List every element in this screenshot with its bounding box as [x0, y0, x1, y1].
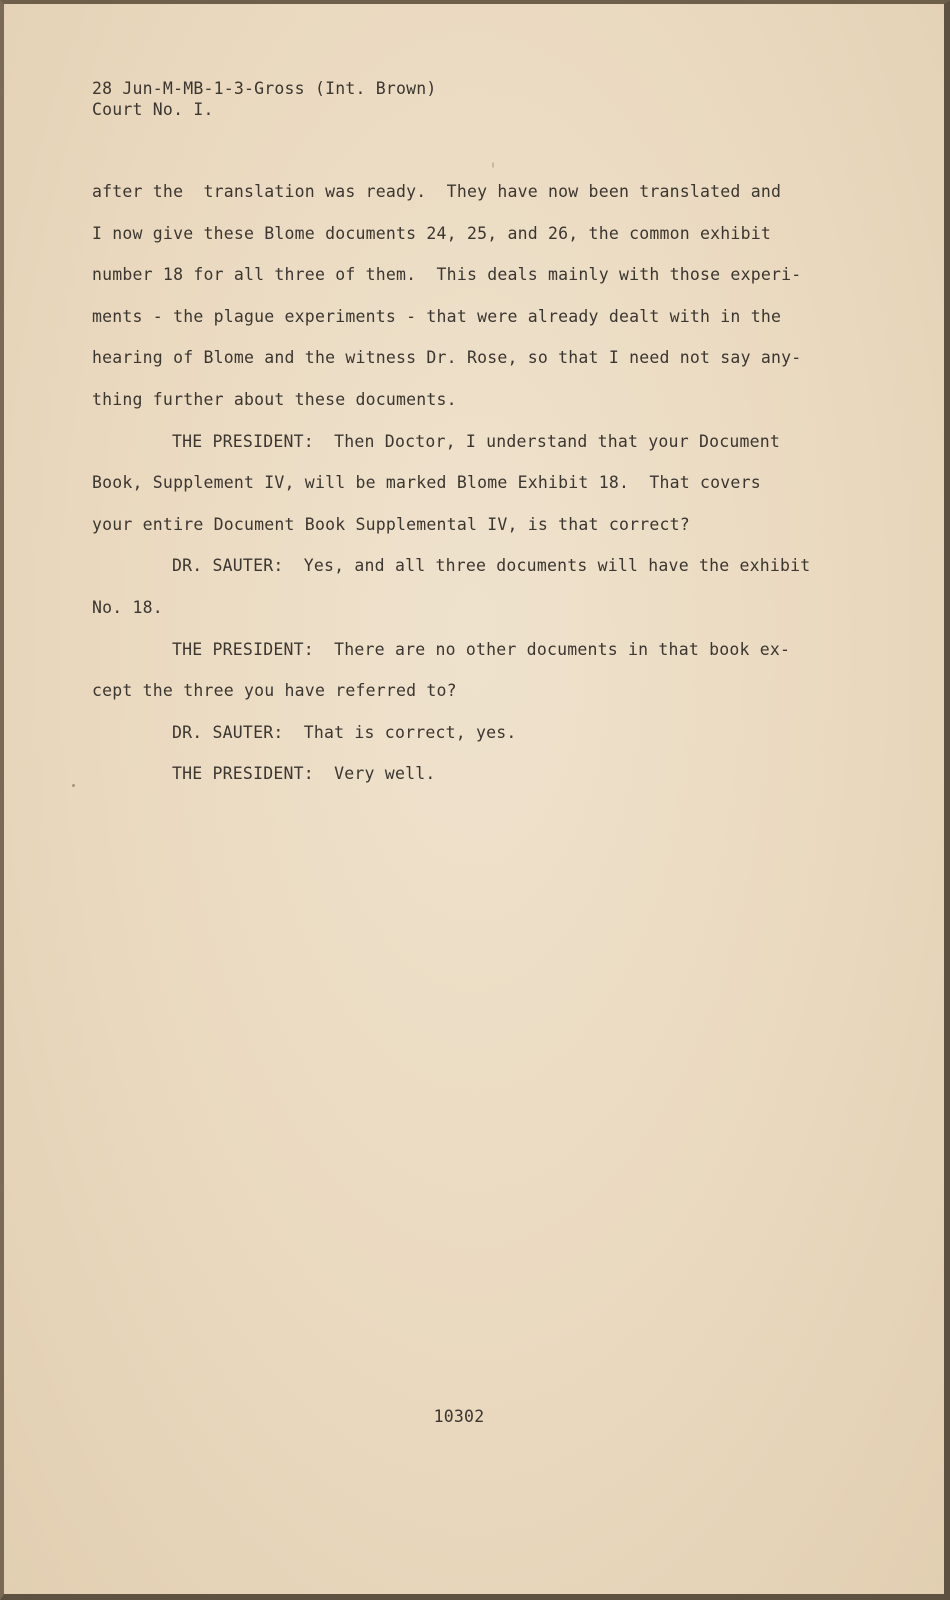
text-line: THE PRESIDENT: Then Doctor, I understand that your Document	[172, 431, 781, 451]
text-line: thing further about these documents.	[92, 389, 457, 409]
text-line: THE PRESIDENT: There are no other documents in that book ex-	[172, 639, 791, 659]
text-line: No. 18.	[92, 597, 163, 617]
text-line: ments - the plague experiments - that were already dealt with in the	[92, 306, 782, 326]
text-line: after the translation was ready. They have now been translated and	[92, 182, 782, 201]
text-line: your entire Document Book Supplemental IV, is that correct?	[92, 514, 690, 534]
document-header	[92, 78, 437, 120]
header-court: Court No. I.	[92, 100, 214, 119]
text-line: cept the three you have referred to?	[92, 681, 457, 701]
paper-speck	[492, 162, 494, 168]
transcript-body	[92, 180, 832, 804]
paper-speck	[72, 784, 75, 787]
header-reference: 28 Jun-M-MB-1-3-Gross (Int. Brown)	[92, 79, 437, 98]
text-line: DR. SAUTER: That is correct, yes.	[172, 722, 517, 742]
text-line: number 18 for all three of them. This deals mainly with those experi-	[92, 265, 802, 285]
text-line: Book, Supplement IV, will be marked Blome Exhibit 18. That covers	[92, 473, 761, 493]
text-line: hearing of Blome and the witness Dr. Rose, so that I need not say any-	[92, 348, 802, 368]
text-line: THE PRESIDENT: Very well.	[172, 764, 436, 784]
text-line: DR. SAUTER: Yes, and all three documents will have the exhibit	[172, 556, 811, 576]
text-line: I now give these Blome documents 24, 25, and 26, the common exhibit	[92, 223, 771, 243]
page-number: 10302	[433, 1407, 485, 1426]
